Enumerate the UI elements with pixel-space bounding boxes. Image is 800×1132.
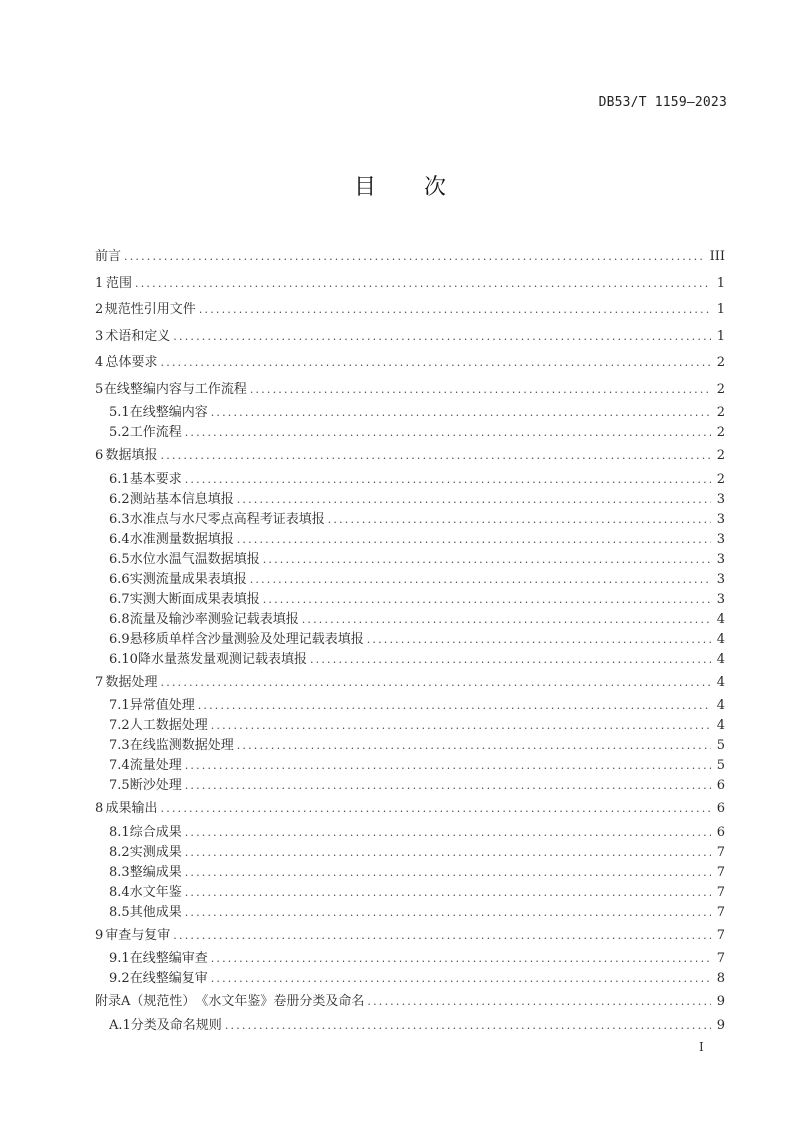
dot-leader xyxy=(135,271,711,298)
dot-leader xyxy=(161,670,711,697)
toc-entry-page: 1 xyxy=(716,328,725,344)
toc-entry-page: 7 xyxy=(716,904,725,920)
toc-entry-number: 6 xyxy=(95,448,104,463)
toc-entry[interactable] xyxy=(95,650,725,670)
toc-entry-page: 2 xyxy=(716,425,725,440)
dot-leader xyxy=(185,843,711,863)
toc-entry-number: 6.2 xyxy=(109,491,130,507)
dot-leader xyxy=(185,423,711,443)
dot-leader xyxy=(250,377,711,404)
toc-entry-page: 8 xyxy=(716,971,725,986)
toc-entry-page: 1 xyxy=(716,302,725,317)
toc-entry-label: 水位水温气温数据填报 xyxy=(129,551,260,567)
toc-entry[interactable] xyxy=(95,863,725,883)
toc-entry-page: 3 xyxy=(716,511,725,527)
toc-entry[interactable] xyxy=(95,350,725,377)
toc-entry-number: 6.3 xyxy=(109,511,130,527)
toc-entry-label: 规范性引用文件 xyxy=(104,302,196,317)
toc-entry-page: 3 xyxy=(716,531,725,547)
toc-entry-label: 附录A（规范性） 《水文年鉴》卷册分类及命名 xyxy=(95,994,365,1009)
dot-leader xyxy=(211,949,711,969)
toc-entry-page: 4 xyxy=(716,718,725,733)
toc-entry-number: 5 xyxy=(95,381,104,397)
toc-entry-number: 7.1 xyxy=(109,698,130,713)
toc-entry-number: 8.1 xyxy=(109,824,130,840)
dot-leader xyxy=(198,696,711,716)
toc-entry-number: 6.7 xyxy=(109,591,130,607)
toc-entry-label: 流量处理 xyxy=(129,758,182,773)
toc-entry-label: 工作流程 xyxy=(129,425,182,440)
toc-entry-number: 6.4 xyxy=(109,531,130,547)
toc-entry[interactable] xyxy=(95,590,725,610)
toc-entry-number: 1 xyxy=(95,275,104,291)
toc-entry-number: 4 xyxy=(95,355,104,370)
toc-entry-label: 实测大断面成果表填报 xyxy=(129,591,260,607)
toc-entry[interactable] xyxy=(95,630,725,650)
toc-entry[interactable] xyxy=(95,883,725,903)
dot-leader xyxy=(185,776,711,796)
toc-entry-label: 实测成果 xyxy=(129,844,182,860)
toc-entry[interactable] xyxy=(95,470,725,490)
toc-entry-label: 其他成果 xyxy=(129,904,182,920)
toc-entry[interactable] xyxy=(95,696,725,716)
dot-leader xyxy=(263,550,711,570)
toc-entry-label: 术语和定义 xyxy=(105,328,171,344)
toc-entry-page: 6 xyxy=(716,801,725,816)
toc-entry-number: 8.2 xyxy=(109,844,130,860)
toc-entry-page: 4 xyxy=(716,651,725,667)
toc-entry-label: 在线整编内容 xyxy=(129,405,208,420)
toc-entry-label: 断沙处理 xyxy=(129,778,182,793)
dot-leader xyxy=(185,863,711,883)
dot-leader xyxy=(161,443,711,470)
toc-entry-number: 9.1 xyxy=(109,951,130,966)
toc-entry-page: 7 xyxy=(716,951,725,966)
toc-entry[interactable] xyxy=(95,1016,725,1036)
dot-leader xyxy=(367,989,711,1016)
toc-entry[interactable] xyxy=(95,530,725,550)
toc-entry-label: 在线整编审查 xyxy=(129,951,208,966)
toc-entry-number: 9 xyxy=(95,927,104,943)
toc-entry-page: 2 xyxy=(716,355,725,370)
toc-entry-number: 7.5 xyxy=(109,778,130,793)
toc-entry-label: 整编成果 xyxy=(129,864,182,880)
toc-entry-page: 2 xyxy=(716,405,725,420)
toc-entry-label: 综合成果 xyxy=(129,824,182,840)
toc-entry[interactable] xyxy=(95,923,725,950)
toc-entry[interactable] xyxy=(95,510,725,530)
toc-entry[interactable] xyxy=(95,610,725,630)
toc-entry-label: 测站基本信息填报 xyxy=(129,491,234,507)
toc-entry-number: 7 xyxy=(95,674,104,690)
toc-entry[interactable] xyxy=(95,903,725,923)
toc-entry[interactable] xyxy=(95,443,725,470)
dot-leader xyxy=(263,590,711,610)
title-char-1: 目 xyxy=(353,175,376,200)
toc-entry-number: 8.3 xyxy=(109,864,130,880)
toc-entry-label: 范围 xyxy=(106,275,133,291)
toc-entry[interactable] xyxy=(95,949,725,969)
toc-entry-number: 6.5 xyxy=(109,551,130,567)
toc-entry-page: 7 xyxy=(716,884,725,900)
toc-entry-label: 水准测量数据填报 xyxy=(129,531,234,547)
toc-entry[interactable] xyxy=(95,324,725,351)
toc-entry-label: 流量及输沙率测验记载表填报 xyxy=(129,611,299,627)
toc-entry[interactable] xyxy=(95,969,725,989)
toc-entry-label: 分类及命名规则 xyxy=(130,1017,222,1033)
dot-leader xyxy=(237,736,711,756)
toc-entry[interactable] xyxy=(95,490,725,510)
page-number: I xyxy=(699,1040,704,1054)
dot-leader xyxy=(185,903,711,923)
toc-entry-page: 2 xyxy=(716,448,725,463)
toc-entry[interactable] xyxy=(95,670,725,697)
toc-entry-label: 悬移质单样含沙量测验及处理记载表填报 xyxy=(129,631,364,647)
toc-entry-page: 7 xyxy=(716,927,725,943)
dot-leader xyxy=(237,530,711,550)
toc-entry-label: 基本要求 xyxy=(129,471,182,487)
dot-leader xyxy=(173,324,711,351)
toc-entry-page: 9 xyxy=(716,994,725,1009)
toc-entry-number: 6.1 xyxy=(109,471,130,487)
dot-leader xyxy=(185,823,711,843)
toc-entry-page: 4 xyxy=(716,698,725,713)
toc-entry[interactable] xyxy=(95,776,725,796)
toc-entry-number: 7.3 xyxy=(109,738,130,753)
toc-entry[interactable] xyxy=(95,244,725,271)
dot-leader xyxy=(124,244,706,271)
toc-entry-label: 前言 xyxy=(95,249,122,264)
toc-entry-label: 实测流量成果表填报 xyxy=(129,571,247,587)
toc-entry-page: 2 xyxy=(716,381,725,397)
dot-leader xyxy=(185,470,711,490)
toc-entry-label: 异常值处理 xyxy=(129,698,195,713)
toc-entry[interactable] xyxy=(95,823,725,843)
toc-entry-page: 9 xyxy=(716,1017,725,1033)
dot-leader xyxy=(237,490,711,510)
toc-entry[interactable] xyxy=(95,756,725,776)
dot-leader xyxy=(185,756,711,776)
toc-entry-page: 7 xyxy=(716,844,725,860)
toc-entry-label: 在线监测数据处理 xyxy=(129,738,234,753)
toc-entry-page: 3 xyxy=(716,551,725,567)
toc-entry-page: 3 xyxy=(716,571,725,587)
toc-entry-label: 成果输出 xyxy=(105,801,158,816)
toc-entry-number: 5.1 xyxy=(109,405,130,420)
dot-leader xyxy=(367,630,711,650)
toc-entry-label: 水文年鉴 xyxy=(129,884,182,900)
toc-entry[interactable] xyxy=(95,377,725,404)
toc-entry-label: 在线整编内容与工作流程 xyxy=(103,381,247,397)
toc-entry-number: 7.4 xyxy=(109,758,130,773)
title-char-2: 次 xyxy=(424,175,447,200)
toc-entry[interactable] xyxy=(95,796,725,823)
document-code: DB53/T 1159—2023 xyxy=(598,95,727,110)
dot-leader xyxy=(161,350,711,377)
toc-entry-page: 7 xyxy=(716,864,725,880)
toc-entry-label: 数据处理 xyxy=(105,674,158,690)
dot-leader xyxy=(225,1016,711,1036)
toc-entry-number: 8.5 xyxy=(109,904,130,920)
toc-entry-page: 4 xyxy=(716,674,725,690)
dot-leader xyxy=(199,297,711,324)
toc-entry-label: 总体要求 xyxy=(105,355,158,370)
dot-leader xyxy=(211,403,711,423)
toc-entry[interactable] xyxy=(95,843,725,863)
toc-entry-number: 6.6 xyxy=(109,571,130,587)
dot-leader xyxy=(185,883,711,903)
toc-entry-page: 4 xyxy=(716,611,725,627)
toc-entry[interactable] xyxy=(95,550,725,570)
toc-entry[interactable] xyxy=(95,403,725,423)
dot-leader xyxy=(211,716,711,736)
toc-entry[interactable] xyxy=(95,989,725,1016)
toc-entry-label: 水准点与水尺零点高程考证表填报 xyxy=(129,511,325,527)
toc-entry-page: 5 xyxy=(716,758,725,773)
toc-entry[interactable] xyxy=(95,423,725,443)
toc-entry-number: 6.9 xyxy=(109,631,130,647)
toc-entry-page: 2 xyxy=(716,471,725,487)
toc-entry-number: 2 xyxy=(95,302,104,317)
toc-entry-number: 8 xyxy=(95,801,104,816)
toc-entry-label: 数据填报 xyxy=(105,448,158,463)
toc-entry-number: 3 xyxy=(95,328,104,344)
toc-entry[interactable] xyxy=(95,297,725,324)
toc-entry-label: 降水量蒸发量观测记载表填报 xyxy=(137,651,307,667)
toc-entry-page: 4 xyxy=(716,631,725,647)
dot-leader xyxy=(310,650,711,670)
toc-entry-page: 6 xyxy=(716,778,725,793)
page-title xyxy=(0,170,800,201)
toc-entry-page: 3 xyxy=(716,591,725,607)
toc-entry-label: 人工数据处理 xyxy=(129,718,208,733)
toc-entry-number: 8.4 xyxy=(109,884,130,900)
toc-entry-page: 5 xyxy=(716,738,725,753)
toc-entry-number: A.1 xyxy=(109,1017,131,1033)
toc-entry-page: 6 xyxy=(716,824,725,840)
dot-leader xyxy=(250,570,711,590)
dot-leader xyxy=(328,510,711,530)
toc-entry-number: 5.2 xyxy=(109,425,130,440)
toc-entry-page: 3 xyxy=(716,491,725,507)
toc-entry-number: 6.8 xyxy=(109,611,130,627)
toc-entry[interactable] xyxy=(95,716,725,736)
toc-entry-page: III xyxy=(709,249,725,264)
toc-entry-label: 审查与复审 xyxy=(105,927,171,943)
toc-entry-number: 6.10 xyxy=(109,651,138,667)
dot-leader xyxy=(173,923,711,950)
toc-entry-page: 1 xyxy=(716,275,725,291)
toc-entry[interactable] xyxy=(95,736,725,756)
table-of-contents xyxy=(95,244,725,1036)
toc-entry-number: 7.2 xyxy=(109,718,130,733)
dot-leader xyxy=(302,610,711,630)
toc-entry-number: 9.2 xyxy=(109,971,130,986)
toc-entry-label: 在线整编复审 xyxy=(129,971,208,986)
toc-entry[interactable] xyxy=(95,271,725,298)
dot-leader xyxy=(161,796,711,823)
toc-entry[interactable] xyxy=(95,570,725,590)
dot-leader xyxy=(211,969,711,989)
